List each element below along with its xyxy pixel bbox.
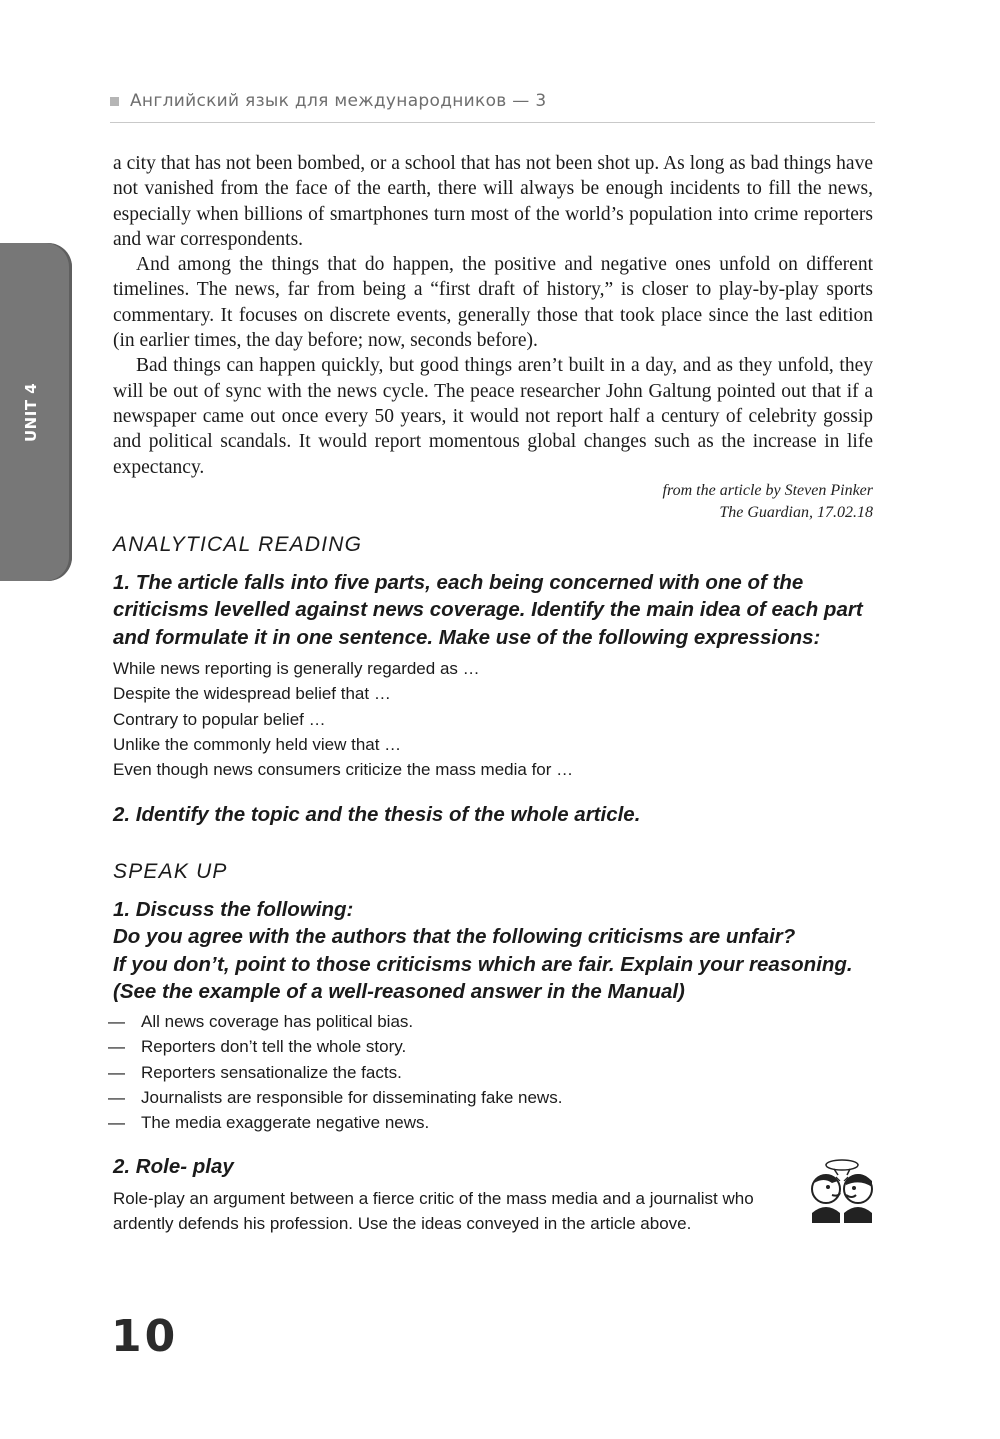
list-item: While news reporting is generally regarded as …	[113, 659, 480, 678]
dash: —	[108, 1037, 125, 1057]
speak-up-task-1	[113, 896, 883, 1005]
roleplay-instructions: Role-play an argument between a fierce critic of the mass media and a journalist who ardently defends his profession. Use the ideas conveyed in the article above.	[113, 1189, 754, 1233]
header-title: Английский язык для международников — 3	[130, 91, 547, 111]
arguing-people-icon	[806, 1157, 878, 1223]
list-item: — The media exaggerate negative news.	[108, 1110, 562, 1135]
expressions-list	[113, 656, 573, 782]
list-item: — Reporters don’t tell the whole story.	[108, 1034, 562, 1059]
list-item: Even though news consumers criticize the mass media for …	[113, 760, 574, 780]
task-line: 1. Discuss the following:	[113, 898, 354, 921]
analytical-reading-heading: ANALYTICAL READING	[113, 533, 363, 556]
task-line: If you don’t, point to those criticisms which are fair. Explain your reasoning.	[113, 952, 853, 976]
task-line: Do you agree with the authors that the following criticisms are unfair?	[113, 925, 796, 949]
attribution-source: from the article by Steven Pinker	[662, 482, 873, 499]
task-line: (See the example of a well-reasoned answer in the Manual)	[113, 979, 685, 1003]
article-paragraph: Bad things can happen quickly, but good things aren’t built in a day, and as they unfold, they will be out of sync with the news cycle. The peace researcher John Galtung pointed out that if a newspaper came out once every 50 years, it would not report half a century of celebrity gossip and political scandals. It would report momentous global changes such as the increase in life expectancy.	[113, 355, 873, 478]
criticisms-list	[108, 1009, 562, 1135]
dash: —	[108, 1062, 125, 1082]
list-item: Contrary to popular belief …	[113, 709, 326, 729]
running-header	[110, 92, 875, 123]
list-item: — All news coverage has political bias.	[108, 1009, 562, 1034]
list-item: Despite the widespread belief that …	[113, 684, 391, 704]
article-text	[113, 151, 873, 480]
analytical-task-1: 1. The article falls into five parts, each being concerned with one of the criticisms levelled against news coverage. Identify the main idea of each part and formulate it in one sentence. Make use of the following expressions:	[113, 571, 863, 649]
unit-tab-label: UNIT 4	[22, 382, 40, 442]
header-square-icon	[110, 97, 119, 106]
page-number: 10	[111, 1311, 179, 1362]
analytical-task-2: 2. Identify the topic and the thesis of the whole article.	[113, 803, 641, 826]
article-paragraph: And among the things that do happen, the positive and negative ones unfold on different timelines. The news, far from being a “first draft of history,” is closer to play-by-play sports commentary. It focuses on discrete events, generally those that took place since the last edition (in earlier times, the day before; now, seconds before).	[113, 254, 873, 352]
dash: —	[108, 1087, 125, 1107]
speak-up-heading: SPEAK UP	[113, 860, 228, 883]
article-paragraph: a city that has not been bombed, or a school that has not been shot up. As long as bad things have not vanished from the face of the earth, there will always be enough incidents to fill the news, especially when billions of smartphones turn most of the world’s population into crime reporters and war correspondents.	[113, 153, 873, 250]
attribution-publication: The Guardian, 17.02.18	[719, 504, 873, 521]
list-item: — Journalists are responsible for disseminating fake news.	[108, 1085, 562, 1110]
list-item: Unlike the commonly held view that …	[113, 734, 402, 754]
dash: —	[108, 1113, 125, 1133]
dash: —	[108, 1012, 125, 1031]
article-attribution	[663, 480, 873, 524]
roleplay-heading: 2. Role- play	[113, 1155, 234, 1178]
list-item: — Reporters sensationalize the facts.	[108, 1060, 562, 1085]
